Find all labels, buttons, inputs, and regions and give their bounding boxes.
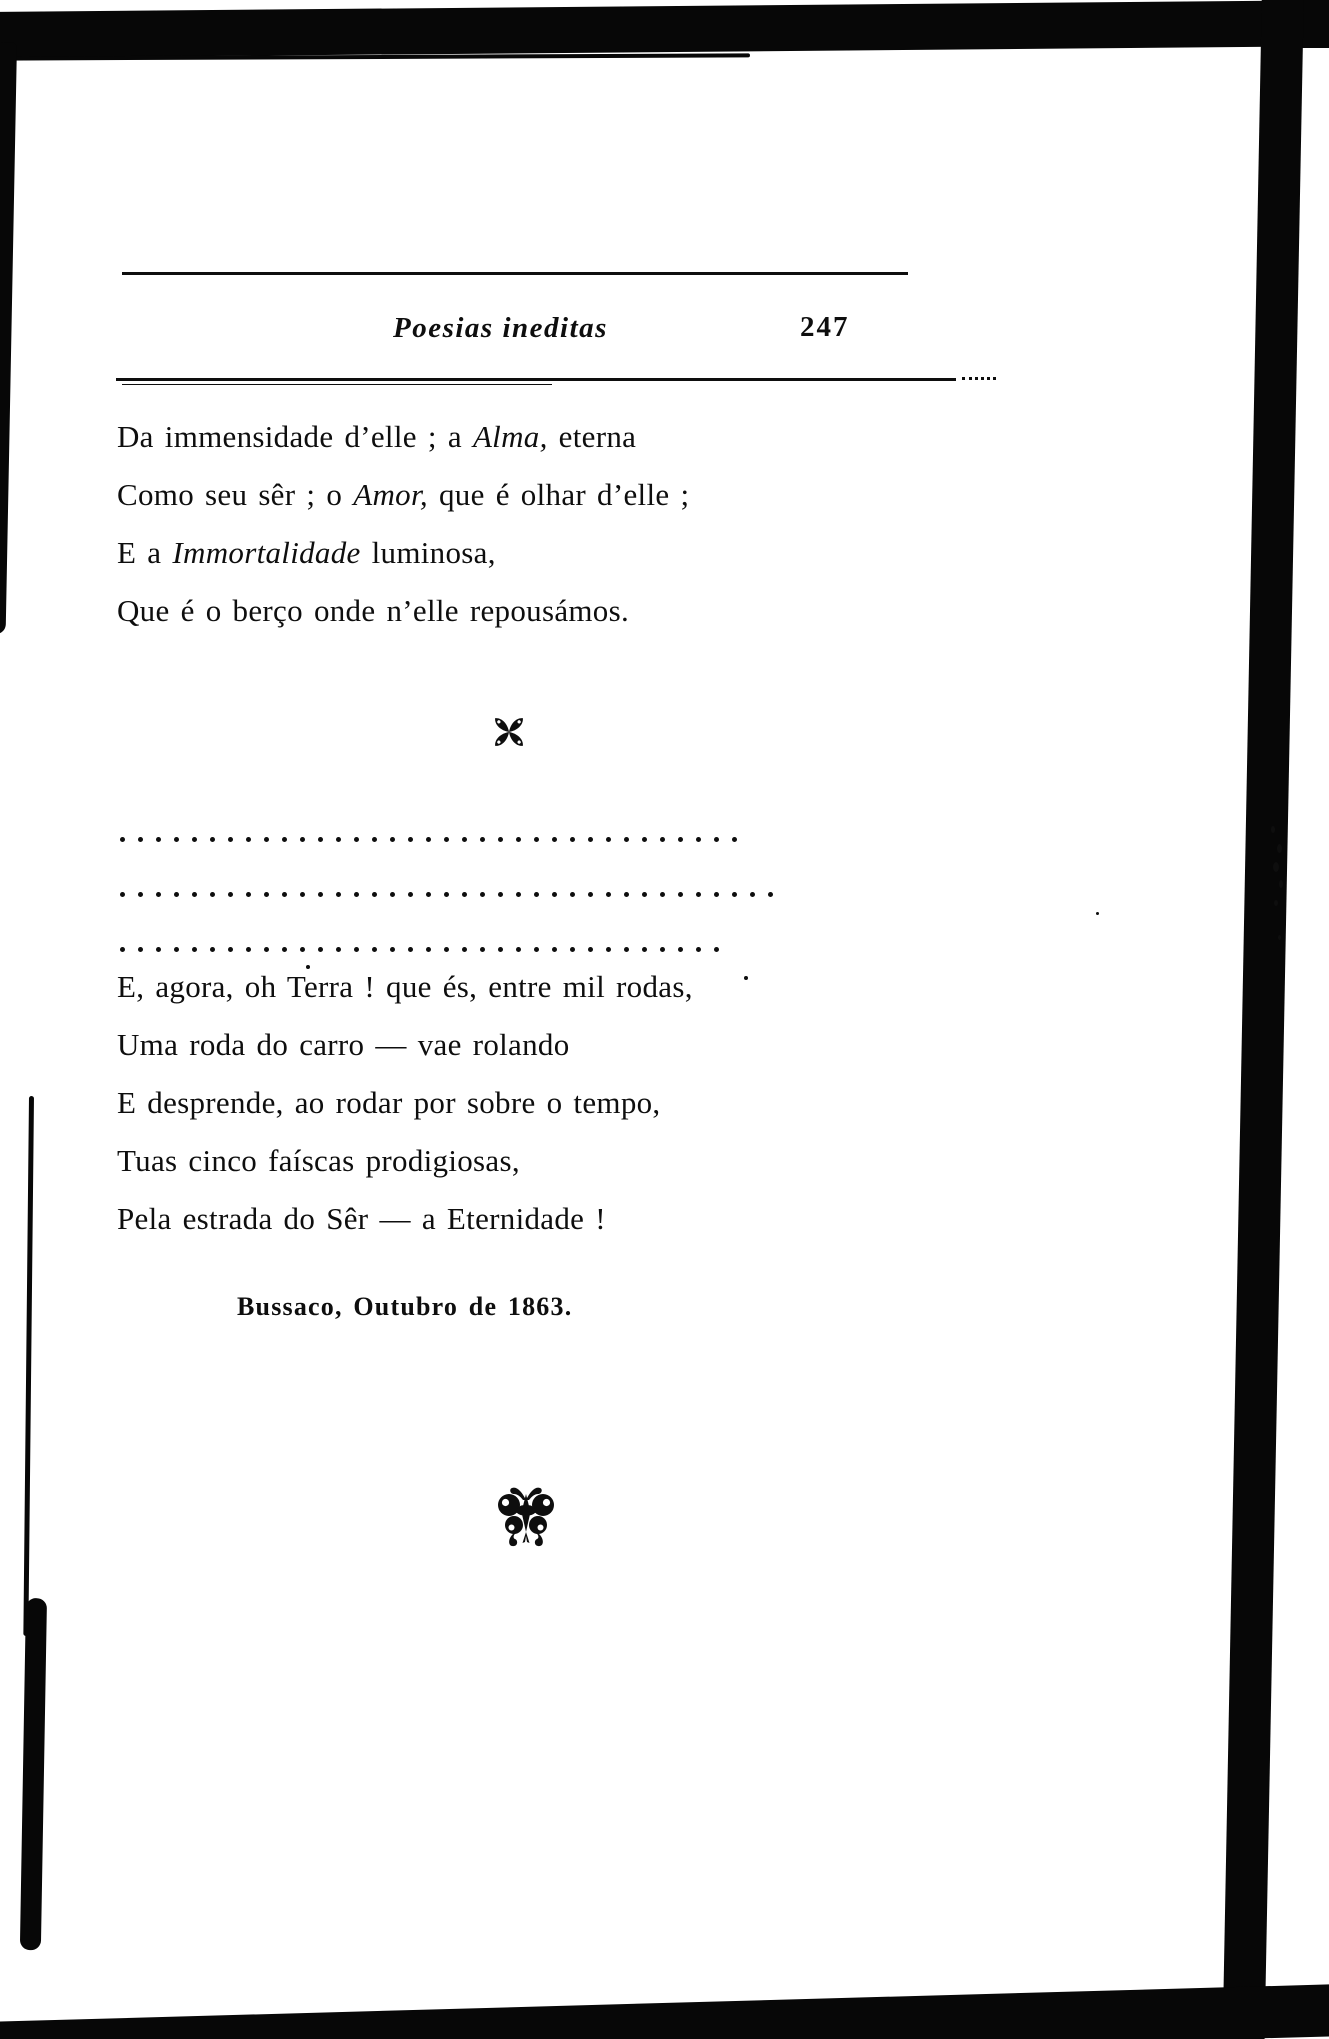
butterfly-fleuron-icon [492,1484,560,1555]
scan-speck [1278,935,1281,940]
poem-line: Que é o berço onde n’elle repousámos. [117,593,630,628]
poem-stanza-1 [117,408,689,640]
poem-line: E desprende, ao rodar por sobre o tempo, [117,1085,661,1120]
scan-speck [1271,826,1275,833]
header-rule-bottom-thin [122,384,552,385]
scan-artifact-bottom-band [0,1984,1329,2039]
scan-artifact-left-blob [20,1598,47,1950]
poem-line: Da immensidade d’elle ; a Alma, eterna [117,419,637,454]
ellipsis-row [120,945,732,953]
poem-stanza-2 [117,958,693,1248]
poem-line: E, agora, oh Terra ! que és, entre mil rodas, [117,969,693,1004]
scan-speck [1273,862,1279,872]
scan-artifact-left-bar [0,42,17,634]
running-header-title: Poesias ineditas [393,312,608,344]
poem-line: Tuas cinco faíscas prodigiosas, [117,1143,520,1178]
poem-line: Uma roda do carro — vae rolando [117,1027,570,1062]
poem-dateline: Bussaco, Outubro de 1863. [237,1292,573,1321]
ellipsis-row [120,835,750,843]
scan-artifact-top-band [0,0,1329,58]
scan-speck [744,976,748,980]
header-rule-tail-dots [962,377,996,380]
page-number: 247 [800,311,850,343]
poem-line: Como seu sêr ; o Amor, que é olhar d’elle ; [117,477,690,512]
poem-line: E a Immortalidade luminosa, [117,535,496,570]
scan-speck [1096,912,1099,915]
header-rule-bottom [116,378,956,381]
ellipsis-row [120,890,786,898]
scan-speck [1277,844,1282,853]
scan-artifact-left-line [23,1096,34,1636]
poem-line: Pela estrada do Sêr — a Eternidade ! [117,1201,606,1236]
scan-speck [1274,900,1278,906]
scan-artifact-right-band [1222,0,1304,2039]
header-rule-top [122,272,908,275]
scan-speck [1279,880,1283,888]
quatrefoil-fleuron-icon [486,710,532,759]
